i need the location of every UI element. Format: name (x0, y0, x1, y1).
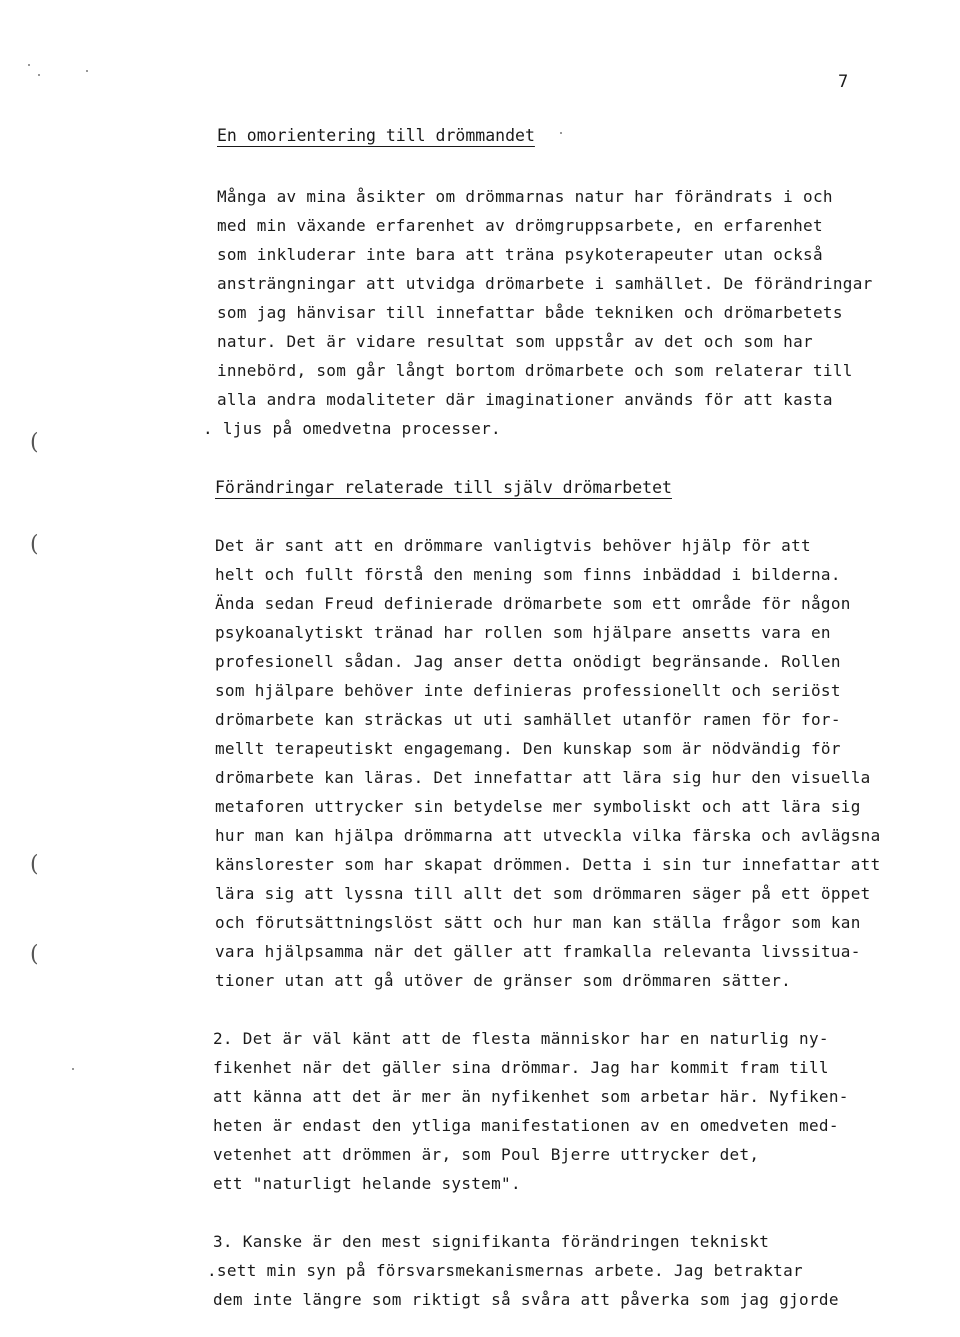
text-line: vetenhet att drömmen är, som Poul Bjerre uttrycker det, (213, 1145, 760, 1164)
text-line: som jag hänvisar till innefattar både tekniken och drömarbetets (217, 303, 843, 322)
text-line: psykoanalytiskt tränad har rollen som hjälpare ansetts vara en (215, 623, 831, 642)
text-line: ett "naturligt helande system". (213, 1174, 521, 1193)
text-line: mellt terapeutiskt engagemang. Den kunskap som är nödvändig för (215, 739, 841, 758)
text-line: Många av mina åsikter om drömmarnas natur har förändrats i och (217, 187, 833, 206)
text-line: som inkluderar inte bara att träna psykoterapeuter utan också (217, 245, 823, 264)
scan-speck (38, 74, 40, 76)
text-line: innebörd, som går långt bortom drömarbete och som relaterar till (217, 361, 853, 380)
text-line: Det är sant att en drömmare vanligtvis behöver hjälp för att (215, 536, 811, 555)
text-line: drömarbete kan sträckas ut uti samhället utanför ramen för for- (215, 710, 841, 729)
text-line: 2. Det är väl känt att de flesta människor har en naturlig ny- (213, 1029, 829, 1048)
scan-speck (86, 70, 88, 72)
text-line: tioner utan att gå utöver de gränser som drömmaren sätter. (215, 971, 792, 990)
margin-mark: ( (30, 532, 39, 557)
page-number: 7 (838, 72, 849, 92)
text-line: vara hjälpsamma när det gäller att framkalla relevanta livssitua- (215, 942, 861, 961)
text-line: Ända sedan Freud definierade drömarbete som ett område för någon (215, 594, 851, 613)
text-line: med min växande erfarenhet av drömgruppsarbete, en erfarenhet (217, 216, 823, 235)
margin-mark: ( (30, 852, 39, 877)
section-heading-2: Förändringar relaterade till själv drömarbetet (215, 478, 672, 497)
text-line: heten är endast den ytliga manifestationen av en omedveten med- (213, 1116, 839, 1135)
text-line: drömarbete kan läras. Det innefattar att lära sig hur den visuella (215, 768, 871, 787)
text-line: metaforen uttrycker sin betydelse mer symboliskt och att lära sig (215, 797, 861, 816)
margin-mark: ( (30, 430, 39, 455)
scan-speck (72, 1068, 74, 1070)
text-line: som hjälpare behöver inte definieras professionellt och seriöst (215, 681, 841, 700)
scan-speck (28, 64, 30, 66)
text-line: 3. Kanske är den mest signifikanta förändringen tekniskt (213, 1232, 770, 1251)
text-line: profesionell sådan. Jag anser detta onödigt begränsande. Rollen (215, 652, 841, 671)
text-line: att känna att det är mer än nyfikenhet som arbetar här. Nyfiken- (213, 1087, 849, 1106)
text-line: lära sig att lyssna till allt det som drömmaren säger på ett öppet (215, 884, 871, 903)
text-line: ansträngningar att utvidga drömarbete i samhället. De förändringar (217, 274, 873, 293)
text-line: fikenhet när det gäller sina drömmar. Jag har kommit fram till (213, 1058, 829, 1077)
text-line: känslorester som har skapat drömmen. Detta i sin tur innefattar att (215, 855, 881, 874)
margin-mark: ( (30, 942, 39, 967)
text-line: . ljus på omedvetna processer. (203, 419, 501, 438)
text-line: och förutsättningslöst sätt och hur man kan ställa frågor som kan (215, 913, 861, 932)
text-line: natur. Det är vidare resultat som uppstår av det och som har (217, 332, 813, 351)
scan-speck (560, 132, 562, 134)
text-line: .sett min syn på försvarsmekanismernas arbete. Jag betraktar (207, 1261, 803, 1280)
text-line: helt och fullt förstå den mening som finns inbäddad i bilderna. (215, 565, 841, 584)
text-line: alla andra modaliteter där imaginationer används för att kasta (217, 390, 833, 409)
text-line: dem inte längre som riktigt så svåra att påverka som jag gjorde (213, 1290, 839, 1309)
text-line: hur man kan hjälpa drömmarna att utveckla vilka färska och avlägsna (215, 826, 881, 845)
section-heading-1: En omorientering till drömmandet (217, 126, 535, 145)
